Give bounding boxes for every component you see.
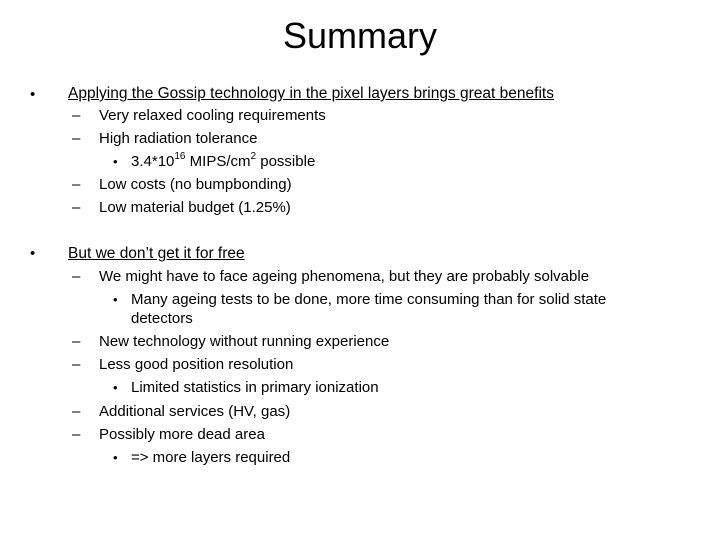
dash-marker: – bbox=[72, 176, 81, 193]
sub-list-item: Many ageing tests to be done, more time consuming than for solid state bbox=[131, 291, 607, 308]
sub-list-item-continuation: detectors bbox=[131, 310, 193, 327]
list-item: Low costs (no bumpbonding) bbox=[99, 176, 292, 193]
dash-marker: – bbox=[72, 403, 81, 420]
list-item: We might have to face ageing phenomena, but they are probably solvable bbox=[99, 268, 590, 285]
bullet-marker: • bbox=[113, 450, 118, 465]
list-item: New technology without running experience bbox=[99, 333, 390, 350]
list-item: High radiation tolerance bbox=[99, 130, 258, 147]
sub-list-item: Limited statistics in primary ionization bbox=[131, 379, 379, 396]
dash-marker: – bbox=[72, 107, 81, 124]
section-heading-benefits: Applying the Gossip technology in the pixel layers brings great benefits bbox=[68, 85, 554, 102]
dash-marker: – bbox=[72, 356, 81, 373]
list-item: Possibly more dead area bbox=[99, 426, 265, 443]
section-heading-costs: But we don’t get it for free bbox=[68, 245, 245, 262]
dash-marker: – bbox=[72, 426, 81, 443]
slide-title: Summary bbox=[282, 15, 438, 56]
bullet-marker: • bbox=[30, 86, 36, 103]
bullet-marker: • bbox=[113, 154, 118, 169]
list-item: Less good position resolution bbox=[99, 356, 294, 373]
dash-marker: – bbox=[72, 333, 81, 350]
sub-list-item: => more layers required bbox=[131, 449, 291, 466]
bullet-marker: • bbox=[113, 380, 118, 395]
bullet-marker: • bbox=[30, 245, 36, 262]
dash-marker: – bbox=[72, 268, 81, 285]
list-item: Low material budget (1.25%) bbox=[99, 199, 291, 216]
dash-marker: – bbox=[72, 130, 81, 147]
sub-list-item: $3.4*10^{16}$ MIPS/$cm^2$ possible bbox=[131, 151, 316, 170]
dash-marker: – bbox=[72, 199, 81, 216]
list-item: Very relaxed cooling requirements bbox=[99, 107, 326, 124]
list-item: Additional services (HV, gas) bbox=[99, 403, 291, 420]
bullet-marker: • bbox=[113, 292, 118, 307]
